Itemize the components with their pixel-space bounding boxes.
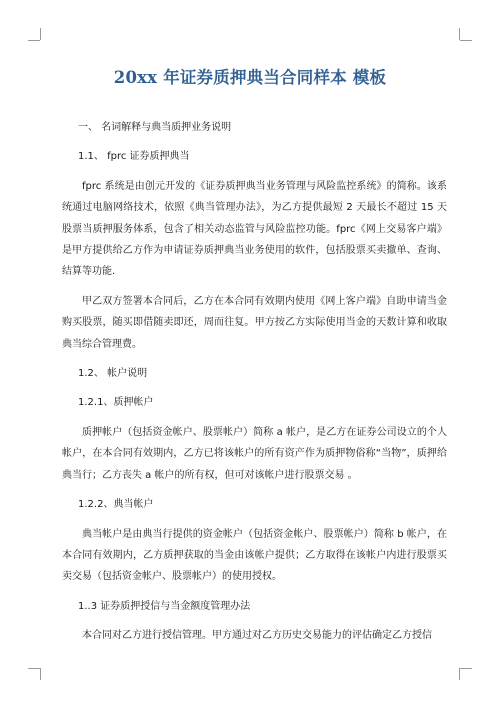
crop-mark-top-left-h [28, 40, 40, 41]
section-heading: 一、 名词解释与典当质押业务说明 [78, 122, 232, 133]
crop-mark-bottom-right-v [459, 668, 460, 680]
document-body [62, 117, 447, 655]
body-paragraph: fprc 系统是由创元开发的《证券质押典当业务管理与风险监控系统》的简称。该系统通过电脑网络技术，依照《典当管理办法》，为乙方提供最短 2 天最长不超过 15 天股票当质押服务体系，包含了相关动态监管与风险监控功能。fprc《网上交易客户端》是甲方提供给乙方作为申请证券质押典当业务使用的软件，包括股票买卖撤单、查询、结算等功能. [62, 180, 447, 278]
subsection-heading: 1.2.2、典当帐户 [78, 499, 154, 511]
document-title: 20xx 年证券质押典当合同样本 模板 [113, 68, 387, 87]
crop-mark-bottom-left-v [40, 668, 41, 680]
crop-mark-top-left-v [40, 28, 41, 40]
crop-mark-bottom-right-h [460, 668, 472, 669]
body-paragraph: 质押帐户（包括资金帐户、股票帐户）简称 a 帐户，是乙方在证券公司设立的个人帐户，在本合同有效期内，乙方已将该帐户的所有资产作为质押物俗称“当物”，质押给典当行；乙方丧失 a 帐户的所有权，但可对该帐户进行股票交易 。 [62, 426, 447, 481]
subsection-heading: 1.2.1、质押帐户 [78, 397, 154, 409]
body-paragraph: 甲乙双方签署本合同后，乙方在本合同有效期内使用《网上客户端》自助申请当金购买股票，随买即借随卖即还，周而往复。甲方按乙方实际使用当金的天数计算和收取典当综合管理费。 [62, 295, 447, 350]
subsection-heading: 1.1、 fprc 证券质押典当 [78, 151, 190, 163]
body-paragraph: 本合同对乙方进行授信管理。甲方通过对乙方历史交易能力的评估确定乙方授信 [82, 630, 432, 642]
subsection-heading: 1..3 证券质押授信与当金额度管理办法 [78, 600, 251, 612]
subsection-heading: 1.2、 帐户说明 [78, 368, 148, 380]
crop-mark-top-right-h [460, 40, 472, 41]
crop-mark-bottom-left-h [28, 668, 40, 669]
crop-mark-top-right-v [459, 28, 460, 40]
body-paragraph: 典当帐户是由典当行提供的资金帐户（包括资金帐户、股票帐户）简称 b 帐户，在本合同有效期内，乙方质押获取的当金由该帐户提供；乙方取得在该帐户内进行股票买卖交易（包括资金帐户、股票帐户）的使用授权。 [62, 528, 447, 583]
